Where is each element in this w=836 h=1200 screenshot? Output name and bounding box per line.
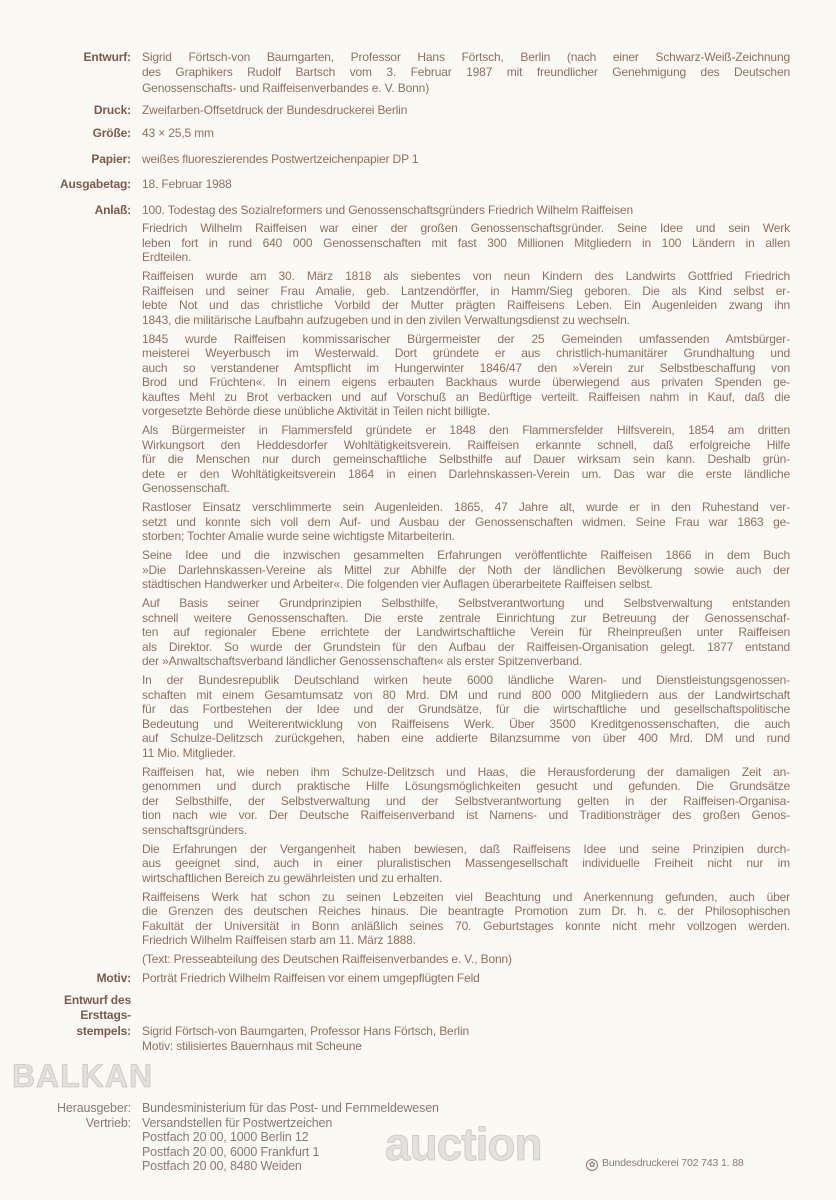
- watermark-auction: auction: [385, 1118, 542, 1170]
- paragraph: [142, 596, 790, 669]
- text-line: für die Menschen nur durch gemeinschaftliche Selbsthilfe auf Dauer wirksam sein kann. Deshalb grün-: [142, 452, 790, 466]
- publisher-details: [142, 1101, 439, 1174]
- text-line: schaften mit einem Gesamtumsatz von 80 Mrd. DM und rund 800 000 Mitgliedern aus der Landwirtschaft: [142, 687, 790, 702]
- field-label: Motiv:: [96, 971, 131, 985]
- field-value: 43 × 25,5 mm: [142, 126, 214, 140]
- label-line: Vertrieb:: [85, 1115, 131, 1130]
- text-line: als Direktor. So wurde der Grundstein für den Aufbau der Raiffeisen-Organisation gelegt. 1877 entstand: [142, 639, 790, 654]
- text-line: wirtschaftlichen Bereich zu gewährleisten und zu erhalten.: [142, 870, 443, 885]
- field-value: [142, 1024, 790, 1055]
- value-line: Sigrid Förtsch-von Baumgarten, Professor Hans Förtsch, Berlin: [142, 1023, 469, 1038]
- text-line: auf Schulze-Delitzsch zurückgehen, haben eine addierte Bilanzsumme von über 400 Mrd. DM und rund: [142, 731, 790, 745]
- text-line: Fakultät der Universität in Bonn anläßlich seines 70. Geburtstages konnte nicht mehr vollzogen werden.: [142, 918, 790, 933]
- text-line: (Text: Presseabteilung des Deutschen Raiffeisenverbandes e. V., Bonn): [142, 952, 512, 966]
- vertrieb-line: Postfach 20 00, 6000 Frankfurt 1: [142, 1144, 320, 1159]
- text-line: städtischen Handwerker und Arbeiter«. Die folgenden vier Auflagen überarbeitete Raiffeisen selbst.: [142, 577, 653, 591]
- text-line: für das Fortbestehen der Idee und der Grundsätze, für die wirtschaftliche und gesellschaftspolitische: [142, 702, 790, 716]
- field-value: weißes fluoreszierendes Postwertzeichenpapier DP 1: [142, 152, 419, 166]
- text-line: storben; Tochter Amalie wurde seine wichtigste Mitarbeiterin.: [142, 529, 455, 543]
- text-line: lebte Not und das christliche Vorbild der Mutter prägten Raiffeisens Leben. Ein Augenleiden zwang ihn: [142, 298, 790, 312]
- text-line: Die Erfahrungen der Vergangenheit haben bewiesen, daß Raiffeisens Idee und seine Prinzipien durch-: [142, 841, 790, 856]
- paragraph: [142, 952, 790, 967]
- text-line: Rastloser Einsatz verschlimmerte sein Augenleiden. 1865, 47 Jahre alt, wurde er in den Ruhestand ver-: [142, 500, 790, 514]
- herausgeber-label: [57, 1101, 131, 1130]
- bundesdruckerei-logo-icon: ✿: [586, 1159, 598, 1171]
- paragraph: [142, 423, 790, 496]
- field-value: 18. Februar 1988: [142, 177, 232, 191]
- text-line: Brod und Früchten«. In einem eigens erbauten Backhaus wurde überwiegend aus privaten Spenden ge-: [142, 375, 790, 389]
- text-line: genommen und durch praktische Hilfe Lösungsmöglichkeiten gesucht und gefunden. Die Grundsätze: [142, 779, 790, 793]
- body-text: [142, 221, 790, 971]
- vertrieb-line: Postfach 20 00, 8480 Weiden: [142, 1159, 302, 1174]
- text-line: schnell weitere Genossenschaften. Die erste zentrale Einrichtung zur Betreuung der Genossenschaf-: [142, 610, 790, 625]
- paragraph: [142, 765, 790, 838]
- text-line: setzt und konnte sich voll dem Auf- und Ausbau der Genossenschaften widmen. Seine Frau war 1863 ge-: [142, 514, 790, 529]
- text-line: »Die Darlehnskassen-Vereine als Mittel zur Abhilfe der Noth der ländlichen Bevölkerung sowie auch der: [142, 562, 790, 577]
- label-line: Ersttags-: [80, 1008, 131, 1023]
- text-line: Erdteilen.: [142, 250, 192, 264]
- paragraph: [142, 221, 790, 265]
- herausgeber-value: Bundesministerium für das Post- und Fernmeldewesen: [142, 1101, 439, 1115]
- watermark-balkan: BALKAN: [12, 1058, 154, 1094]
- text-line: meisterei Weyerbusch im Westerwald. Dort gründete er aus christlich-humanitärer Grundhaltung und: [142, 346, 790, 360]
- text-line: Als Bürgermeister in Flammersfeld gründete er 1848 den Flammersfelder Hilfsverein, 1854 am dritten: [142, 423, 790, 437]
- value-line: Motiv: stilisiertes Bauernhaus mit Scheune: [142, 1039, 362, 1054]
- field-label: Anlaß:: [94, 203, 131, 217]
- printer-text: Bundesdruckerei 702 743 1. 88: [602, 1157, 744, 1169]
- text-line: Auf Basis seiner Grundprinzipien Selbsthilfe, Selbstverantwortung und Selbstverwaltung entstanden: [142, 596, 790, 610]
- text-line: Friedrich Wilhelm Raiffeisen starb am 11. März 1888.: [142, 933, 416, 947]
- text-line: leben fort in rund 640 000 Genossenschaften mit fast 300 Millionen Mitgliedern in 100 Ländern in allen: [142, 235, 790, 250]
- field-value: Zweifarben-Offsetdruck der Bundesdruckerei Berlin: [142, 103, 408, 117]
- paragraph: [142, 890, 790, 948]
- field-label: Entwurf:: [83, 50, 131, 64]
- text-line: ten auf regionaler Ebene errichtete der Landwirtschaftliche Verein für Rheinpreußen unter Raiffeisen: [142, 625, 790, 639]
- text-line: Raiffeisen und seiner Frau Amalie, geb. Lantzendörffer, in Hamm/Sieg geboren. Die als Kind selbst er-: [142, 283, 790, 298]
- label-line: stempels:: [76, 1023, 131, 1038]
- text-line: des Graphikers Rudolf Bartsch vom 3. Februar 1987 mit freundlicher Genehmigung des Deutschen: [142, 65, 790, 80]
- printer-imprint: [586, 1157, 744, 1171]
- text-line: aus geeignet sind, auch in einer pluralistischen Massengesellschaft individuelle Freiheit nicht nur im: [142, 856, 790, 870]
- text-line: In der Bundesrepublik Deutschland wirken heute 6000 ländliche Waren- und Dienstleistungsgenossen-: [142, 673, 790, 687]
- text-line: die Grenzen des deutschen Reiches hinaus. Die beantragte Promotion zum Dr. h. c. der Philosophischen: [142, 904, 790, 918]
- text-line: Raiffeisens Werk hat schon zu seinen Lebzeiten viel Beachtung und Anerkennung gefunden, auch über: [142, 889, 790, 904]
- text-line: Genossenschafts- und Raiffeisenverbandes e. V. Bonn): [142, 80, 430, 95]
- paragraph: [142, 842, 790, 886]
- text-line: Raiffeisen hat, wie neben ihm Schulze-Delitzsch und Haas, die Herausforderung der damaligen Zeit an-: [142, 764, 790, 779]
- text-line: Sigrid Förtsch-von Baumgarten, Professor Hans Förtsch, Berlin (nach einer Schwarz-Weiß-Zeichnung: [142, 50, 790, 64]
- text-line: Friedrich Wilhelm Raiffeisen war einer der großen Genossenschaftsgründer. Seine Idee und sein Werk: [142, 221, 790, 235]
- text-line: der Selbsthilfe, der Selbstverwaltung und der Selbstverantwortung gelten in der Raiffeisen-Organisa-: [142, 793, 790, 808]
- paragraph: [142, 673, 790, 760]
- paragraph: [142, 548, 790, 592]
- vertrieb-line: Versandstellen für Postwertzeichen: [142, 1115, 333, 1130]
- text-line: Raiffeisen wurde am 30. März 1818 als siebentes von neun Kindern des Landwirts Gottfried Friedrich: [142, 269, 790, 283]
- text-line: senschaftsgründers.: [142, 822, 248, 837]
- text-line: 1843, die militärische Laufbahn aufzugeben und in den zivilen Verwaltungsdienst zu wechseln.: [142, 312, 630, 327]
- label-line: Herausgeber:: [57, 1101, 131, 1115]
- text-line: vorgesetzte Behörde diese unübliche Aktivität in Teilen nicht billigte.: [142, 404, 491, 418]
- paragraph: [142, 332, 790, 419]
- text-line: 11 Mio. Mitglieder.: [142, 745, 236, 760]
- label-line: Entwurf des: [63, 993, 131, 1007]
- paragraph: [142, 269, 790, 327]
- field-label: Papier:: [91, 152, 131, 166]
- text-line: Genossenschaft.: [142, 481, 230, 495]
- text-line: auch so verstandener Amtspflicht im Hungerwinter 1846/47 den »Verein zur Selbstbeschaffung von: [142, 360, 790, 375]
- text-line: der »Anwaltschaftsverband ländlicher Genossenschaften« als erster Spitzenverband.: [142, 654, 583, 668]
- text-line: Bedeutung und Weiterentwicklung von Raiffeisens Werk. Über 3500 Kreditgenossenschaften, die auch: [142, 716, 790, 731]
- text-line: kauftes Mehl zu Brot verbacken und auf Vorschuß an Bedürftige verteilt. Raiffeisen nahm in Kauf, daß die: [142, 389, 790, 404]
- field-label: [64, 993, 131, 1039]
- field-label: Druck:: [93, 103, 131, 117]
- field-value: Porträt Friedrich Wilhelm Raiffeisen vor einem umgepflügten Feld: [142, 971, 480, 985]
- text-line: tion nach wie vor. Der Deutsche Raiffeisenverband ist Namens- und Traditionsträger des großen Genos-: [142, 808, 790, 822]
- field-value: 100. Todestag des Sozialreformers und Genossenschaftsgründers Friedrich Wilhelm Raiffeisen: [142, 203, 633, 217]
- field-label: Ausgabetag:: [59, 177, 131, 191]
- text-line: dete er den Wohltätigkeitsverein 1864 in einen Darlehnskassen-Verein um. Das war die erste ländliche: [142, 466, 790, 481]
- vertrieb-line: Postfach 20 00, 1000 Berlin 12: [142, 1130, 309, 1145]
- field-label: Größe:: [92, 126, 131, 140]
- text-line: 1845 wurde Raiffeisen kommissarischer Bürgermeister der 25 Gemeinden umfassenden Amtsbürger-: [142, 331, 790, 346]
- field-value: [142, 50, 790, 96]
- text-line: Wirkungsort den Heddesdorfer Wohltätigkeitsverein. Raiffeisen erkannte schnell, daß erfolgreiche Hilfe: [142, 437, 790, 452]
- text-line: Seine Idee und die inzwischen gesammelten Erfahrungen veröffentlichte Raiffeisen 1866 in dem Buch: [142, 548, 790, 562]
- paragraph: [142, 500, 790, 544]
